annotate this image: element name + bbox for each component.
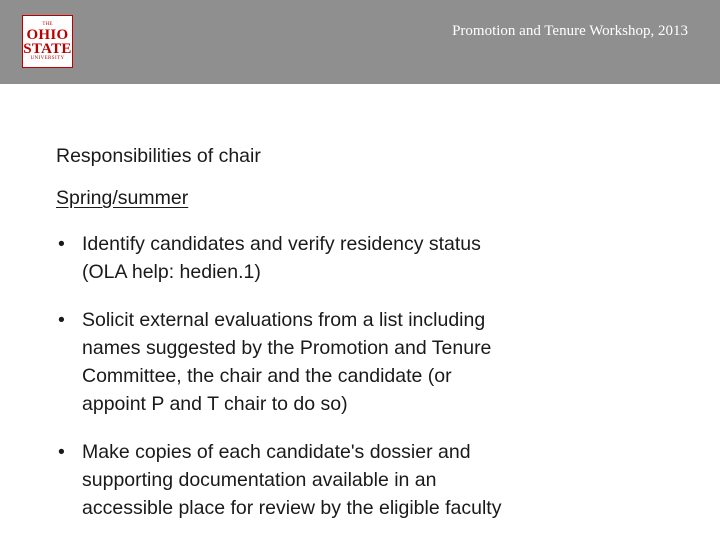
presentation-title: Promotion and Tenure Workshop, 2013 — [452, 23, 688, 39]
header-bar — [0, 0, 720, 84]
bullet-list — [56, 230, 656, 542]
bullet-item — [56, 438, 656, 522]
bullet-line: accessible place for review by the eligible faculty — [82, 497, 502, 519]
logo-text-state: STATE — [23, 40, 72, 57]
logo-text-ohio: OHIO — [26, 26, 69, 43]
bullet-dot: • — [58, 441, 65, 463]
logo-text-top: THE — [42, 21, 53, 27]
bullet-item — [56, 306, 656, 418]
bullet-line: (OLA help: hedien.1) — [82, 261, 261, 283]
bullet-line: Committee, the chair and the candidate (or — [82, 365, 452, 387]
slide-heading: Responsibilities of chair — [56, 145, 261, 167]
bullet-line: supporting documentation available in an — [82, 469, 437, 491]
bullet-item — [56, 230, 656, 286]
bullet-dot: • — [58, 309, 65, 331]
university-logo — [22, 15, 73, 68]
slide-subheading: Spring/summer — [56, 187, 189, 209]
bullet-dot: • — [58, 233, 65, 255]
bullet-line: Identify candidates and verify residency status — [82, 233, 481, 255]
bullet-line: appoint P and T chair to do so) — [82, 393, 348, 415]
bullet-line: names suggested by the Promotion and Tenure — [82, 337, 492, 359]
logo-text-bottom: UNIVERSITY — [30, 55, 65, 61]
bullet-line: Solicit external evaluations from a list including — [82, 309, 486, 331]
bullet-line: Make copies of each candidate's dossier and — [82, 441, 471, 463]
